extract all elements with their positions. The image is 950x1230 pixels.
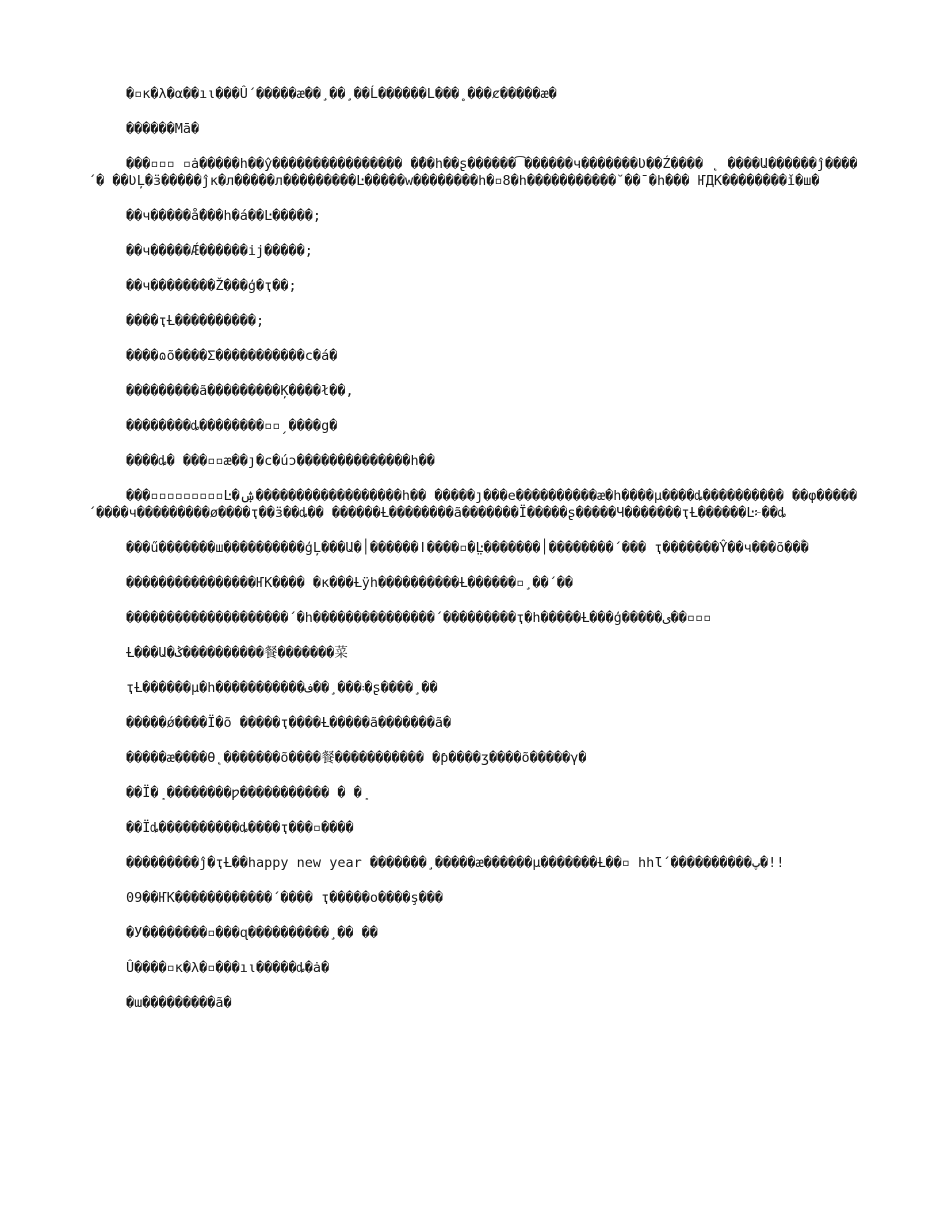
paragraph-14: ����������������ҤК���� �κ���Ƚÿh����������Ƚ������▫¸��΄�� [126,575,574,591]
paragraph-7: ����ҭȽ����������; [126,313,265,329]
paragraph-8: ����ɷõ����Σ�����������c�á� [126,348,338,364]
paragraph-18: �����ǿ����Ï�õ �����ҭ����Ƚ�����ã�������ã� [126,715,452,731]
paragraph-15: ��������������������΄�h���������������΄���������ҭ�h�����Ƚ���ģ�����ى��▫▫▫ [126,610,712,626]
paragraph-13: ���ű�������ш����������ģĻ���Ա�׀������ǀ����▫�̤Ŀ�������׀��������΄��� ҭ�������Ŷ��ч���õ��ؐ� [126,540,809,556]
paragraph-2: ������Mā� [126,121,200,137]
paragraph-21: ��Ïȡ����������ȡ����ҭ���▫���� [126,820,354,836]
paragraph-16: Ƚ���Ա�ݣ����������餐�������菜 [126,645,348,661]
paragraph-26: �ɯ���������ã� [126,995,232,1011]
paragraph-17: ҭȽ������µ�h�����������܃���¸��ف�ʂ����¸�� [126,680,438,696]
paragraph-25: Û����▫κ�λ�▫���ıι�����ȡ�ȧ� [126,960,330,976]
paragraph-5: ��ч�����Ǽ������ij�����; [126,243,313,259]
paragraph-19: �����æ����Ɵ˛�������õ����餐����������� �ƥ����ӡ����õ�����γ� [126,750,587,766]
paragraph-1: �▫κ�λ�α��ıι���Û΄�����æ��¸��¸��Ĺ������L���̥ ���ȼ�����æ� [126,86,557,102]
paragraph-22: ���������ĵ�ҭȽ��happy new year �������¸�����æ������µ�������Ƚ��▫ hhƖ΄����������پ�!! [126,855,785,871]
paragraph-4: ��ч�����ǻ���h�á��Ŀ�����; [126,208,322,224]
paragraph-23: 09��ҤК������������΄���� ҭ�����ο����ş��� [126,890,443,906]
paragraph-20: ��Ï�ܻ ��������ƿ����������� � �ܻ [126,785,362,801]
paragraph-9: ���������ã���������Ķ����ł��, [126,383,354,399]
paragraph-11: ����ȡ� ���▫▫æ��ȷ�c�úɔ��������������h�� [126,453,435,469]
paragraph-12: ���▫▫▫▫▫▫▫▫▫Ŀ�ۺ������������������h�� �����ȷ���e����������æ�h����µ����ȡ���������� ��φ����� ΄����ч���������ø����ҭ��ӟ��ȡ�� ������Ƚ��������ã�������Ï�����ʂ�����Ч�������ҭȽ������Ŀ፦��ȡ [88,488,858,521]
paragraph-10: ��������ȡ��������▫▫ˏ����g� [126,418,338,434]
paragraph-24: �У��������▫���ɋ����������¸�� �� [126,925,378,941]
document-body [88,86,863,1030]
paragraph-3: ���▫▫▫ ▫ȧ�����h��ŷ���������������� �ٚ��h��ʂ������͡������ч�������Ʋ��Ź���� ˛ ����Ա������ĵ����΄� ��ƲĻ�ӟ�����ĵκ�л�����л���������Ŀ�����w��������h�▫8�h�����������̆ ��̄ �h��� ҤДК��������ǐ�ш� [88,156,858,189]
paragraph-6: ��ч��������Ž���ģ�ҭ��; [126,278,297,294]
